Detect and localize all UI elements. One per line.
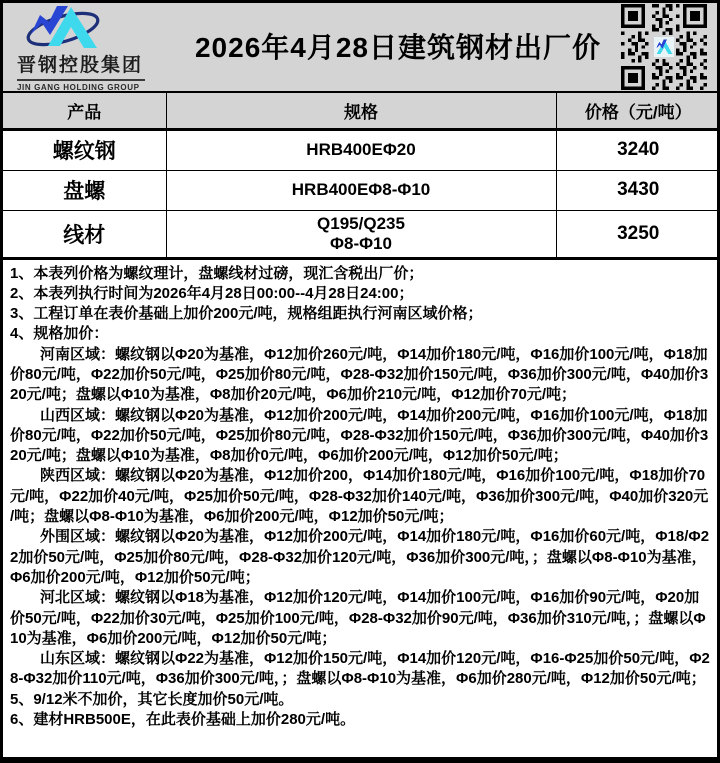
- note-item: 2、本表列执行时间为2026年4月28日00:00--4月28日24:00；: [10, 284, 414, 302]
- header: [3, 3, 717, 93]
- product-cell: 线材: [3, 210, 166, 258]
- spec-cell: Q195/Q235 Φ8-Φ10: [166, 210, 556, 258]
- note-item-region: 陕西区域：螺纹钢以Φ20为基准，Φ12加价200，Φ14加价180元/吨，Φ16加价100元/吨，Φ18加价70元/吨，Φ22加价40元/吨，Φ25加价50元/吨，Φ28-Φ32加价140元/吨，Φ36加价300元/吨，Φ40加价320元/吨；盘螺以Φ8-Φ10为基准，Φ6加价200元/吨，Φ12加价50元/吨；: [10, 467, 709, 526]
- page-title: 2026年4月28日建筑钢材出厂价: [194, 32, 601, 63]
- logo-mark-icon: [23, 4, 101, 54]
- product-cell: 螺纹钢: [3, 129, 166, 170]
- table-row: [3, 210, 720, 258]
- note-item-region: 山东区域：螺纹钢以Φ22为基准，Φ12加价150元/吨，Φ14加价120元/吨，Φ16-Φ25加价50元/吨，Φ28-Φ32加价110元/吨，Φ36加价300元/吨，；盘螺以Φ8-Φ10为基准，Φ6加价280元/吨，Φ12加价50元/吨；: [10, 650, 710, 688]
- company-logo: [3, 2, 175, 92]
- price-table: [3, 93, 720, 260]
- note-item: 4、规格加价：: [10, 325, 109, 343]
- table-header-row: [3, 93, 720, 129]
- qr-code: [621, 4, 707, 90]
- note-item: 1、本表列价格为螺纹理计，盘螺线材过磅，现汇含税出厂价；: [10, 264, 424, 282]
- table-row: [3, 129, 720, 170]
- column-header-product: 产品: [3, 93, 166, 129]
- note-item-region: 外围区域：螺纹钢以Φ20为基准，Φ12加价200元/吨，Φ14加价180元/吨，Φ16加价60元/吨，Φ18/Φ22加价50元/吨，Φ25加价80元/吨，Φ28-Φ32加价120元/吨，Φ36加价300元/吨，；盘螺以Φ8-Φ10为基准，Φ6加价200元/吨，Φ12加价50元/吨；: [10, 528, 710, 586]
- note-item-region: 河南区域：螺纹钢以Φ20为基准，Φ12加价260元/吨，Φ14加价180元/吨，Φ16加价100元/吨，Φ18加价80元/吨，Φ22加价50元/吨，Φ25加价80元/吨，Φ28-Φ32加价150元/吨，Φ36加价300元/吨，Φ40加价320元/吨；盘螺以Φ10为基准，Φ8加价20元/吨，Φ6加价210元/吨，Φ12加价70元/吨；: [10, 345, 709, 404]
- spec-cell: HRB400EΦ20: [166, 129, 556, 170]
- price-cell: 3250: [556, 210, 720, 258]
- logo-name-en: JIN GANG HOLDING GROUP: [17, 83, 140, 92]
- spec-cell: HRB400EΦ8-Φ10: [166, 170, 556, 210]
- price-cell: 3240: [556, 129, 720, 170]
- column-header-price: 价格（元/吨）: [556, 93, 720, 129]
- notes-section: [3, 260, 717, 731]
- price-cell: 3430: [556, 170, 720, 210]
- column-header-spec: 规格: [166, 93, 556, 129]
- note-item-region: 山西区域：螺纹钢以Φ20为基准，Φ12加价200元/吨，Φ14加价200元/吨，Φ16加价100元/吨，Φ18加价80元/吨，Φ22加价50元/吨，Φ25加价80元/吨，Φ28-Φ32加价150元/吨，Φ36加价300元/吨，Φ40加价320元/吨；盘螺以Φ10为基准，Φ8加价0元/吨，Φ6加价200元/吨，Φ12加价50元/吨；: [10, 406, 709, 465]
- product-cell: 盘螺: [3, 170, 166, 210]
- note-item: 5、9/12米不加价，其它长度加价50元/吨。: [10, 690, 294, 708]
- note-item: 3、工程订单在表价基础上加价200元/吨，规格组距执行河南区域价格；: [10, 305, 483, 323]
- note-item: 6、建材HRB500E，在此表价基础上加价280元/吨。: [10, 711, 356, 729]
- note-item-region: 河北区域：螺纹钢以Φ18为基准，Φ12加价120元/吨，Φ14加价100元/吨，Φ16加价90元/吨，Φ20加价50元/吨，Φ22加价30元/吨，Φ25加价100元/吨，Φ28-Φ32加价90元/吨，Φ36加价310元/吨，；盘螺以Φ10为基准，Φ6加价200元/吨，Φ12加价50元/吨；: [10, 589, 706, 647]
- table-row: [3, 170, 720, 210]
- logo-name-cn: 晋钢控股集团: [17, 55, 145, 81]
